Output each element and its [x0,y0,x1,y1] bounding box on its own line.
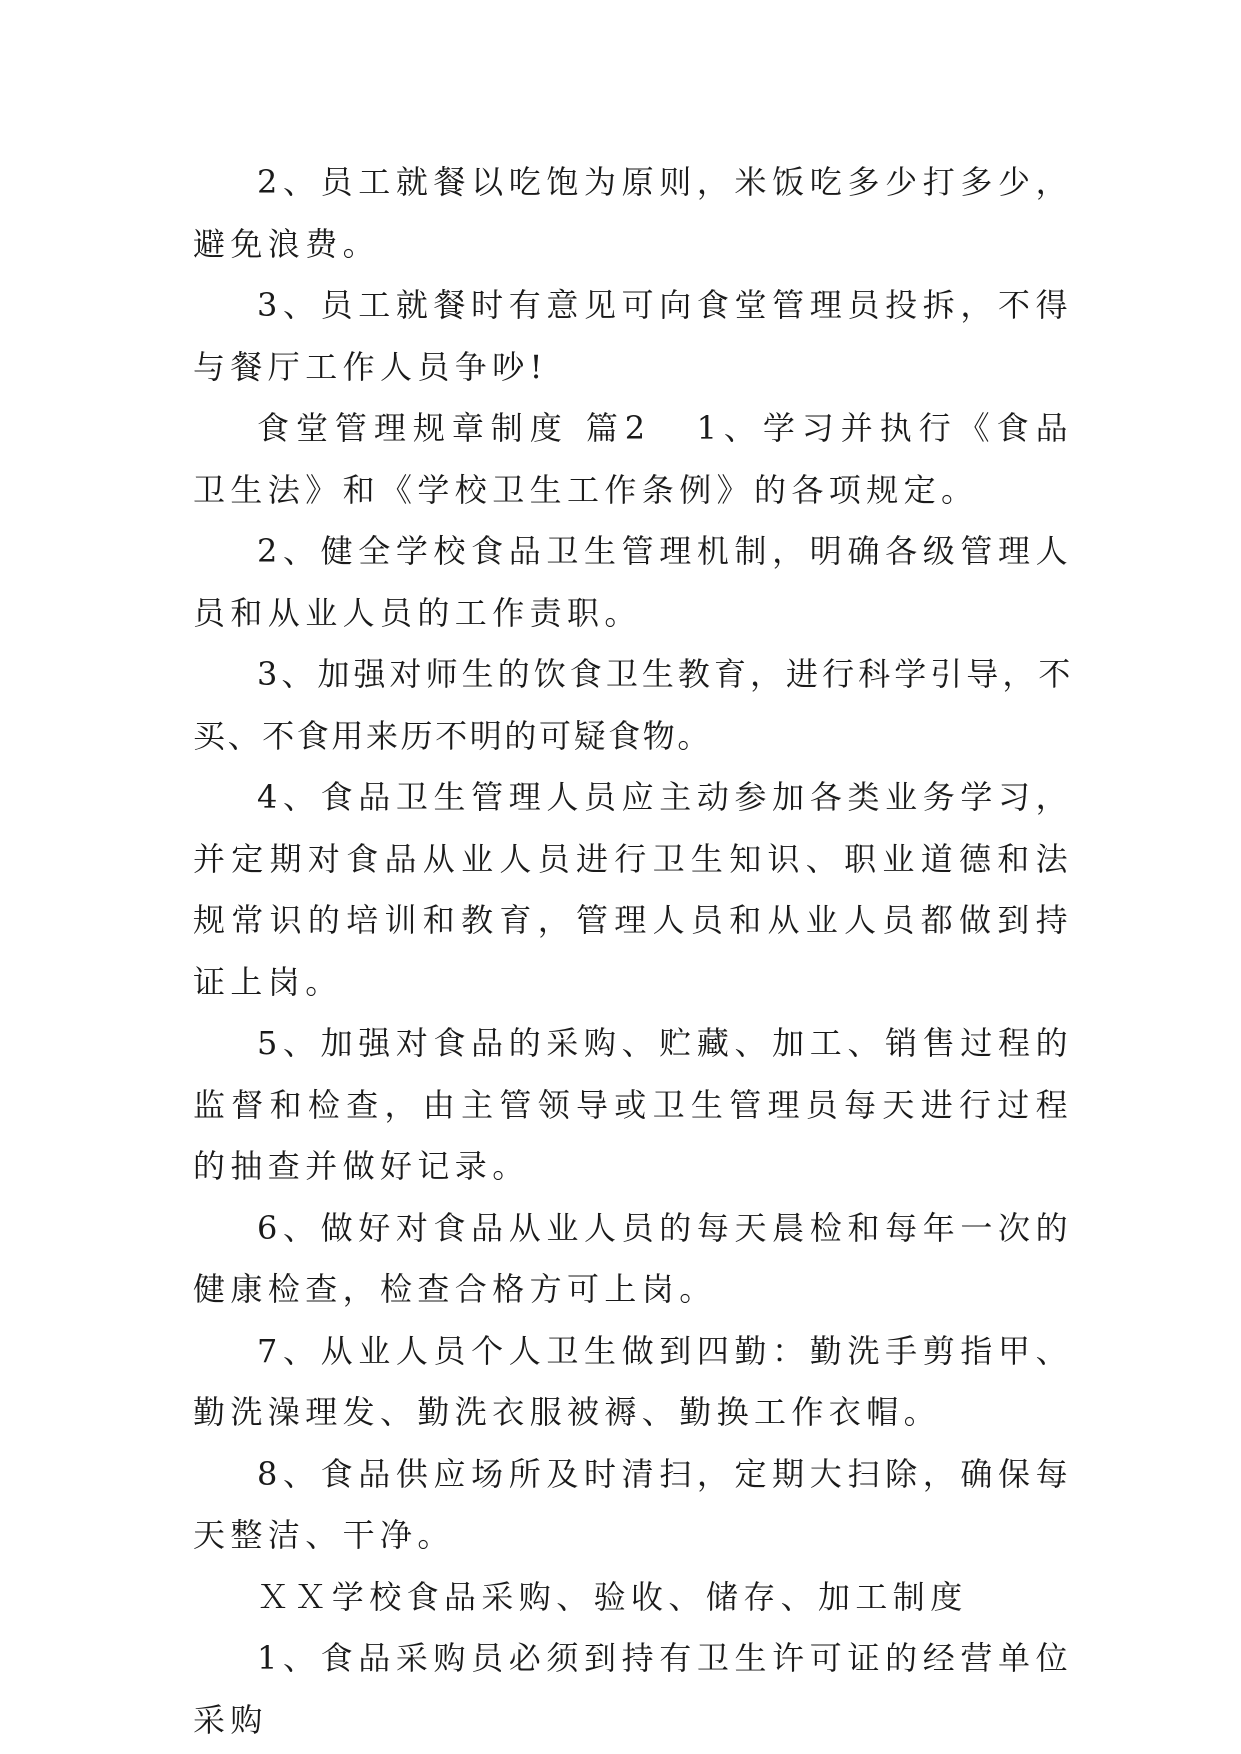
paragraph: 2、员工就餐以吃饱为原则，米饭吃多少打多少，避免浪费。 [193,163,1073,263]
paragraph: 6、做好对食品从业人员的每天晨检和每年一次的健康检查，检查合格方可上岗。 [193,1208,1073,1308]
paragraph-text: 1、学习并执行《食品卫生法》和《学校卫生工作条例》的各项规定。 [193,409,1073,509]
paragraph: 3、加强对师生的饮食卫生教育，进行科学引导，不买、不食用来历不明的可疑食物。 [193,655,1073,755]
section-title: ＸＸ学校食品采购、验收、储存、加工制度 [257,1577,968,1616]
paragraph: 2、健全学校食品卫生管理机制，明确各级管理人员和从业人员的工作责职。 [193,532,1073,632]
paragraph: 7、从业人员个人卫生做到四勤：勤洗手剪指甲、勤洗澡理发、勤洗衣服被褥、勤换工作衣帽。 [193,1331,1073,1431]
paragraph: 3、员工就餐时有意见可向食堂管理员投拆，不得与餐厅工作人员争吵! [193,286,1073,386]
paragraph: 1、食品采购员必须到持有卫生许可证的经营单位采购 [193,1639,1073,1739]
document-body [193,152,1073,1751]
paragraph: 5、加强对食品的采购、贮藏、加工、销售过程的监督和检查，由主管领导或卫生管理员每天进行过程的抽查并做好记录。 [193,1024,1073,1185]
paragraph: 4、食品卫生管理人员应主动参加各类业务学习，并定期对食品从业人员进行卫生知识、职业道德和法规常识的培训和教育，管理人员和从业人员都做到持证上岗。 [193,778,1073,1001]
section-heading: 食堂管理规章制度 篇2 [257,409,651,447]
paragraph: 8、食品供应场所及时清扫，定期大扫除，确保每天整洁、干净。 [193,1454,1073,1554]
paragraph-with-heading [193,398,1073,521]
